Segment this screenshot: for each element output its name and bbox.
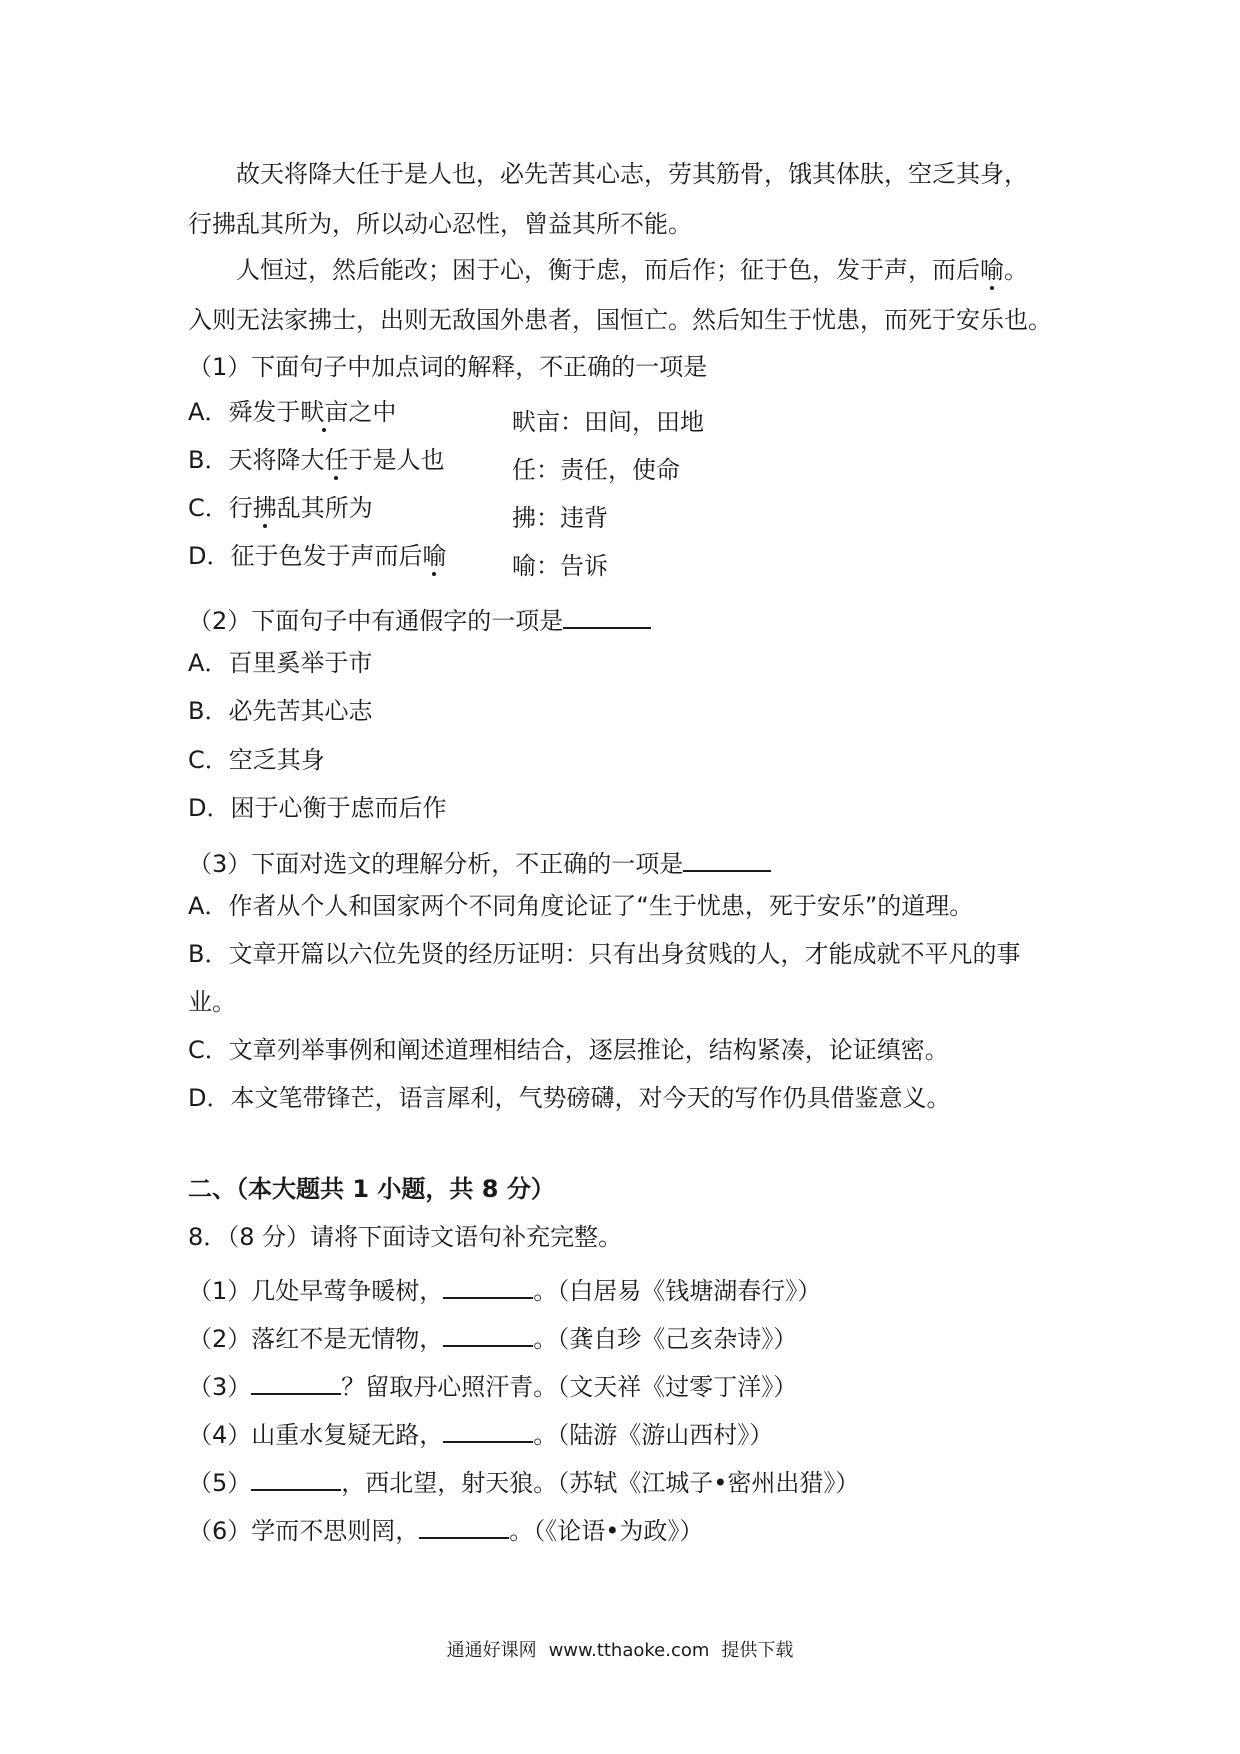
passage-p2-line2: 入则无法家拂士，出则无敌国外患者，国恒亡。然后知生于忧患，而死于安乐也。 <box>188 306 1052 334</box>
q1-explain-d: 喻：告诉 <box>512 552 608 580</box>
footer-site-name: 通通好课网 <box>446 1640 537 1661</box>
item-text: （1）几处早莺争暖树， <box>188 1277 444 1305</box>
dotted-word: 喻 <box>422 542 447 570</box>
q2-option-b: B．必先苦其心志 <box>188 697 373 725</box>
passage-p1-line2: 行拂乱其所为，所以动心忍性，曾益其所不能。 <box>188 210 692 238</box>
item-text: （4）山重水复疑无路， <box>188 1421 444 1449</box>
item-text: ？留取丹心照汗青。（文天祥《过零丁洋》） <box>341 1373 798 1401</box>
q1-option-a <box>188 400 396 424</box>
option-text: D．征于色发于声而后 <box>188 542 423 570</box>
footer-url[interactable]: www.tthaoke.com <box>548 1640 710 1661</box>
q2-option-a: A．百里奚举于市 <box>188 649 373 677</box>
passage-p2-text: 人恒过，然后能改；困于心，衡于虑，而后作；征于色，发于声，而后 <box>236 256 980 284</box>
q1-option-b <box>188 448 444 472</box>
q3-option-b: B．文章开篇以六位先贤的经历证明：只有出身贫贱的人，才能成就不平凡的事 <box>188 940 1021 968</box>
answer-blank[interactable] <box>251 1465 341 1491</box>
answer-blank[interactable] <box>563 603 651 629</box>
answer-blank[interactable] <box>443 1273 533 1299</box>
item-text: ，西北望，射天狼。（苏轼《江城子•密州出猎》） <box>341 1469 860 1497</box>
dotted-word: 喻 <box>980 256 1004 284</box>
q1-explain-c: 拂：违背 <box>512 504 608 532</box>
q3-option-c: C．文章列举事例和阐述道理相结合，逐层推论，结构紧凑，论证缜密。 <box>188 1036 949 1064</box>
q8-item-2 <box>188 1321 797 1351</box>
item-text: 。（《论语•为政》） <box>509 1517 704 1545</box>
q8-item-3 <box>188 1369 797 1399</box>
q1-option-c <box>188 496 373 520</box>
answer-blank[interactable] <box>443 1321 533 1347</box>
q8-item-4 <box>188 1417 773 1447</box>
q1-prompt: （1）下面句子中加点词的解释，不正确的一项是 <box>188 353 708 381</box>
q2-option-c: C．空乏其身 <box>188 746 325 774</box>
answer-blank[interactable] <box>251 1369 341 1395</box>
q1-explain-b: 任：责任，使命 <box>512 456 680 484</box>
q8-item-1 <box>188 1273 821 1303</box>
q3-option-a: A．作者从个人和国家两个不同角度论证了“生于忧患，死于安乐”的道理。 <box>188 892 974 920</box>
item-text: 。（龚自珍《己亥杂诗》） <box>533 1325 798 1353</box>
answer-blank[interactable] <box>443 1417 533 1443</box>
page-footer <box>0 1636 1240 1662</box>
q1-option-d <box>188 544 446 568</box>
q3-prompt-text: （3）下面对选文的理解分析，不正确的一项是 <box>188 850 684 878</box>
passage-p2-end: 。 <box>1004 256 1028 284</box>
q1-explain-a: 畎亩：田间，田地 <box>512 408 704 436</box>
dotted-word: 拂 <box>252 494 277 522</box>
option-text: 之中 <box>348 398 397 426</box>
dotted-word: 任 <box>324 446 349 474</box>
passage-p2-line1 <box>236 258 1028 282</box>
q2-option-d: D．困于心衡于虑而后作 <box>188 794 447 822</box>
q8-item-5 <box>188 1465 859 1495</box>
passage-p1-line1: 故天将降大任于是人也，必先苦其心志，劳其筋骨，饿其体肤，空乏其身， <box>236 160 1028 188</box>
q8-prompt: 8．（8 分）请将下面诗文语句补充完整。 <box>188 1223 623 1251</box>
option-text: C．行 <box>188 494 253 522</box>
option-text: B．天将降大 <box>188 446 325 474</box>
item-text: 。（陆游《游山西村》） <box>533 1421 774 1449</box>
footer-suffix: 提供下载 <box>721 1640 794 1661</box>
section-heading: 二、（本大题共 1 小题，共 8 分） <box>188 1175 555 1203</box>
q2-prompt-text: （2）下面句子中有通假字的一项是 <box>188 607 564 635</box>
option-text: 乱其所为 <box>276 494 373 522</box>
option-text: 于是人也 <box>348 446 445 474</box>
q2-prompt <box>188 603 651 633</box>
q3-option-d: D．本文笔带锋芒，语言犀利，气势磅礴，对今天的写作仍具借鉴意义。 <box>188 1084 951 1112</box>
q8-item-6 <box>188 1513 703 1543</box>
q3-option-b-cont: 业。 <box>188 988 236 1016</box>
option-text: A．舜发于 <box>188 398 301 426</box>
answer-blank[interactable] <box>683 846 771 872</box>
item-text: 。（白居易《钱塘湖春行》） <box>533 1277 822 1305</box>
item-text: （3） <box>188 1373 252 1401</box>
item-text: （6）学而不思则罔， <box>188 1517 420 1545</box>
dotted-word: 畎亩 <box>300 398 349 426</box>
answer-blank[interactable] <box>419 1513 509 1539</box>
item-text: （5） <box>188 1469 252 1497</box>
item-text: （2）落红不是无情物， <box>188 1325 444 1353</box>
q3-prompt <box>188 846 771 876</box>
